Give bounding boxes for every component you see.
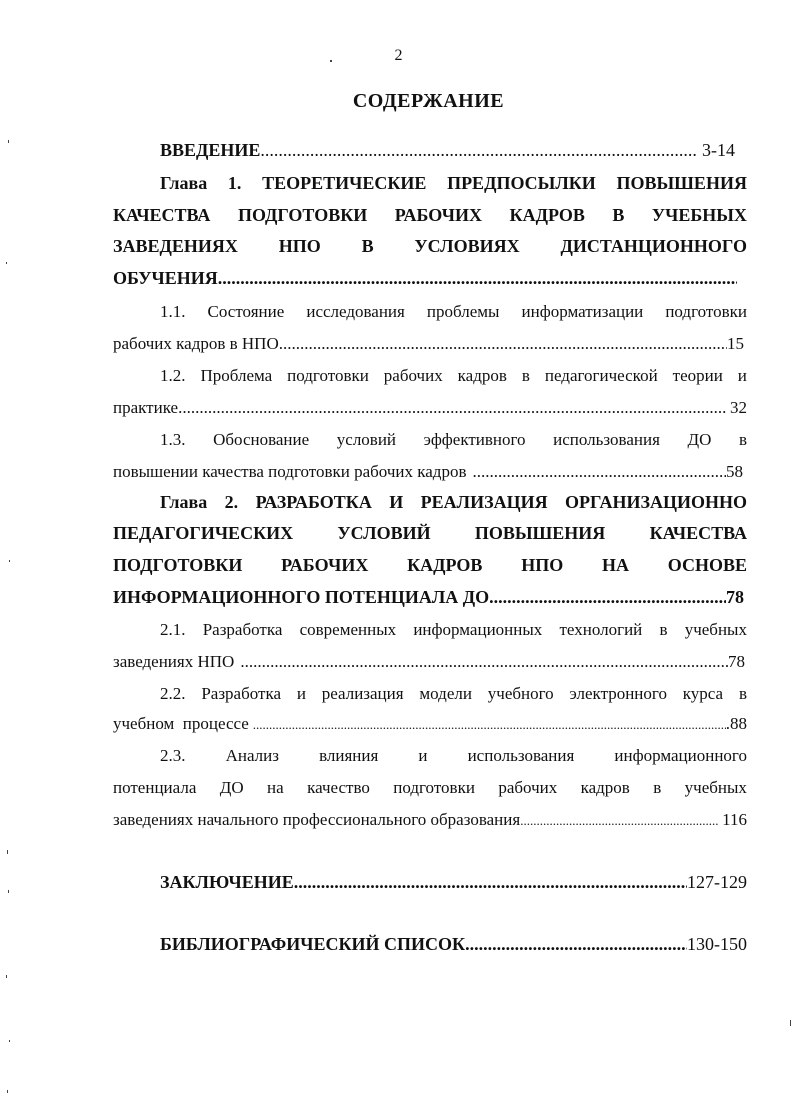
word: ЗАВЕДЕНИЯХ xyxy=(113,236,238,256)
dot-leader xyxy=(472,462,726,482)
word: подготовки xyxy=(393,778,475,797)
word: рабочих xyxy=(498,778,558,797)
word: РАБОЧИХ xyxy=(281,555,369,575)
word: 2.1. xyxy=(160,620,186,639)
toc-intro-pages: 3-14 xyxy=(702,140,735,160)
scan-speck xyxy=(6,975,7,978)
word: и xyxy=(737,366,747,385)
toc-s2-3-pages: 116 xyxy=(722,810,747,829)
toc-s2-1-line2 xyxy=(113,652,745,672)
word: современных xyxy=(299,620,397,639)
word: РАЗРАБОТКА xyxy=(255,492,372,512)
word: КАДРОВ xyxy=(407,555,483,575)
scan-speck xyxy=(6,262,7,264)
word: на xyxy=(267,778,284,797)
word: 1.1. xyxy=(160,302,186,321)
word: и xyxy=(296,684,306,703)
word: эффективного xyxy=(423,430,526,449)
toc-s2-2-pages: .88 xyxy=(725,714,747,733)
word: Разработка xyxy=(201,684,281,703)
scan-speck xyxy=(9,1040,10,1042)
word: учебного xyxy=(487,684,554,703)
word: потенциала xyxy=(113,778,197,797)
word: Обоснование xyxy=(213,430,310,449)
toc-chapter2-pages: 78 xyxy=(726,587,744,607)
toc-chapter1-line4 xyxy=(113,268,737,289)
word: кадров xyxy=(580,778,630,797)
toc-s2-2-line1 xyxy=(160,684,747,704)
toc-s1-1-line1 xyxy=(160,302,747,322)
dot-leader xyxy=(240,652,728,672)
toc-bibliography xyxy=(160,934,747,955)
word: Глава xyxy=(160,173,208,193)
toc-s1-3-label: повышении качества подготовки рабочих кадров xyxy=(113,462,467,481)
word: информационного xyxy=(614,746,747,765)
word: курса xyxy=(682,684,724,703)
toc-s1-1-label: рабочих кадров в НПО xyxy=(113,334,279,353)
word: ОРГАНИЗАЦИОННО xyxy=(565,492,747,512)
toc-chapter1-label: ОБУЧЕНИЯ xyxy=(113,268,218,288)
word: использования xyxy=(467,746,575,765)
word: ДИСТАНЦИОННОГО xyxy=(560,236,747,256)
dot-leader xyxy=(279,334,727,354)
scan-speck xyxy=(7,1090,8,1093)
word: Проблема xyxy=(200,366,273,385)
toc-chapter2-line1 xyxy=(160,492,747,513)
word: ТЕОРЕТИЧЕСКИЕ xyxy=(262,173,427,193)
word: УЧЕБНЫХ xyxy=(651,205,747,225)
toc-s1-2-line1 xyxy=(160,366,747,386)
toc-s1-1-line2 xyxy=(113,334,744,354)
word: ПОВЫШЕНИЯ xyxy=(474,523,606,543)
toc-s2-3-line1 xyxy=(160,746,747,766)
toc-conclusion-pages: 127-129 xyxy=(687,872,747,892)
toc-s2-2-label: учебном процессе xyxy=(113,714,249,733)
word: ДО xyxy=(219,778,244,797)
toc-s1-2-pages: 32 xyxy=(730,398,747,417)
toc-bibliography-pages: 130-150 xyxy=(687,934,747,954)
word: Разработка xyxy=(202,620,283,639)
toc-chapter2-line3 xyxy=(113,555,747,576)
word: Анализ xyxy=(225,746,279,765)
scan-speck xyxy=(330,60,332,62)
toc-s1-3-line1 xyxy=(160,430,747,450)
word: РАБОЧИХ xyxy=(394,205,483,225)
page-title: СОДЕРЖАНИЕ xyxy=(352,90,505,112)
word: качество xyxy=(307,778,370,797)
word: Состояние xyxy=(207,302,285,321)
word: НПО xyxy=(521,555,564,575)
toc-chapter2-label: ИНФОРМАЦИОННОГО ПОТЕНЦИАЛА ДО xyxy=(113,587,490,607)
toc-s2-1-label: заведениях НПО xyxy=(113,652,235,671)
word: И xyxy=(389,492,404,512)
word: ПЕДАГОГИЧЕСКИХ xyxy=(113,523,294,543)
toc-chapter1-line3 xyxy=(113,236,747,257)
toc-s2-1-pages: 78 xyxy=(728,652,745,671)
toc-s1-3-line2 xyxy=(113,462,743,482)
word: информационных xyxy=(413,620,543,639)
word: В xyxy=(612,205,625,225)
word: теории xyxy=(672,366,723,385)
word: в xyxy=(653,778,662,797)
word: учебных xyxy=(684,778,747,797)
word: условий xyxy=(336,430,397,449)
word: Глава xyxy=(160,492,208,512)
word: 2.2. xyxy=(160,684,186,703)
dot-leader xyxy=(465,934,687,955)
toc-s1-2-label: практике xyxy=(113,398,179,417)
dot-leader xyxy=(218,268,737,289)
word: УСЛОВИЙ xyxy=(337,523,431,543)
word: РЕАЛИЗАЦИЯ xyxy=(420,492,548,512)
toc-s2-3-label: заведениях начального профессионального образования xyxy=(113,810,521,829)
word: реализация xyxy=(321,684,404,703)
dot-leader xyxy=(294,872,687,893)
scan-speck xyxy=(9,560,10,562)
word: учебных xyxy=(684,620,747,639)
toc-s1-2-line2 xyxy=(113,398,747,418)
dot-leader xyxy=(253,717,726,733)
word: электронного xyxy=(569,684,667,703)
word: ПОВЫШЕНИЯ xyxy=(616,173,747,193)
toc-conclusion xyxy=(160,872,747,893)
word: 1.2. xyxy=(160,366,186,385)
toc-s1-3-pages: 58 xyxy=(726,462,743,481)
word: 2.3. xyxy=(160,746,186,765)
word: ПРЕДПОСЫЛКИ xyxy=(447,173,596,193)
word: НА xyxy=(601,555,629,575)
word: В xyxy=(361,236,374,256)
word: 1. xyxy=(227,173,242,193)
toc-s2-3-line3 xyxy=(113,810,747,830)
toc-s2-3-line2 xyxy=(113,778,747,798)
word: проблемы xyxy=(426,302,500,321)
word: использования xyxy=(553,430,660,449)
dot-leader xyxy=(178,398,726,418)
toc-s2-1-line1 xyxy=(160,620,747,640)
toc-chapter2-line2 xyxy=(113,523,747,544)
word: КАЧЕСТВА xyxy=(113,205,211,225)
word: УСЛОВИЯХ xyxy=(414,236,520,256)
toc-chapter2-line4 xyxy=(113,587,744,608)
word: в xyxy=(521,366,530,385)
page-number: 2 xyxy=(394,47,403,64)
dot-leader xyxy=(260,140,698,161)
scan-speck xyxy=(8,140,9,143)
toc-s1-1-pages: 15 xyxy=(727,334,744,353)
word: ОСНОВЕ xyxy=(667,555,747,575)
scan-speck xyxy=(8,890,9,893)
word: исследования xyxy=(306,302,405,321)
dot-leader xyxy=(489,587,726,608)
word: подготовки xyxy=(665,302,747,321)
word: рабочих xyxy=(383,366,443,385)
toc-s2-2-line2 xyxy=(113,714,747,734)
word: модели xyxy=(419,684,472,703)
word: информатизации xyxy=(521,302,644,321)
word: ПОДГОТОВКИ xyxy=(237,205,368,225)
word: технологий xyxy=(559,620,643,639)
word: в xyxy=(738,684,747,703)
word: кадров xyxy=(457,366,507,385)
word: НПО xyxy=(278,236,321,256)
toc-chapter1-line1 xyxy=(160,173,747,194)
toc-chapter1-line2 xyxy=(113,205,747,226)
toc-intro-label: ВВЕДЕНИЕ xyxy=(160,140,261,160)
scan-speck xyxy=(790,1020,791,1026)
word: влияния xyxy=(319,746,379,765)
word: и xyxy=(418,746,428,765)
word: 1.3. xyxy=(160,430,186,449)
scan-speck xyxy=(7,850,8,854)
toc-intro xyxy=(160,140,735,161)
word: ПОДГОТОВКИ xyxy=(113,555,243,575)
word: 2. xyxy=(224,492,239,512)
word: в xyxy=(738,430,747,449)
toc-bibliography-label: БИБЛИОГРАФИЧЕСКИЙ СПИСОК xyxy=(160,934,466,954)
toc-conclusion-label: ЗАКЛЮЧЕНИЕ xyxy=(160,872,294,892)
word: подготовки xyxy=(287,366,369,385)
word: педагогической xyxy=(544,366,658,385)
word: ДО xyxy=(687,430,712,449)
word: в xyxy=(659,620,668,639)
word: КАЧЕСТВА xyxy=(649,523,747,543)
word: КАДРОВ xyxy=(509,205,585,225)
dot-leader xyxy=(520,813,718,829)
